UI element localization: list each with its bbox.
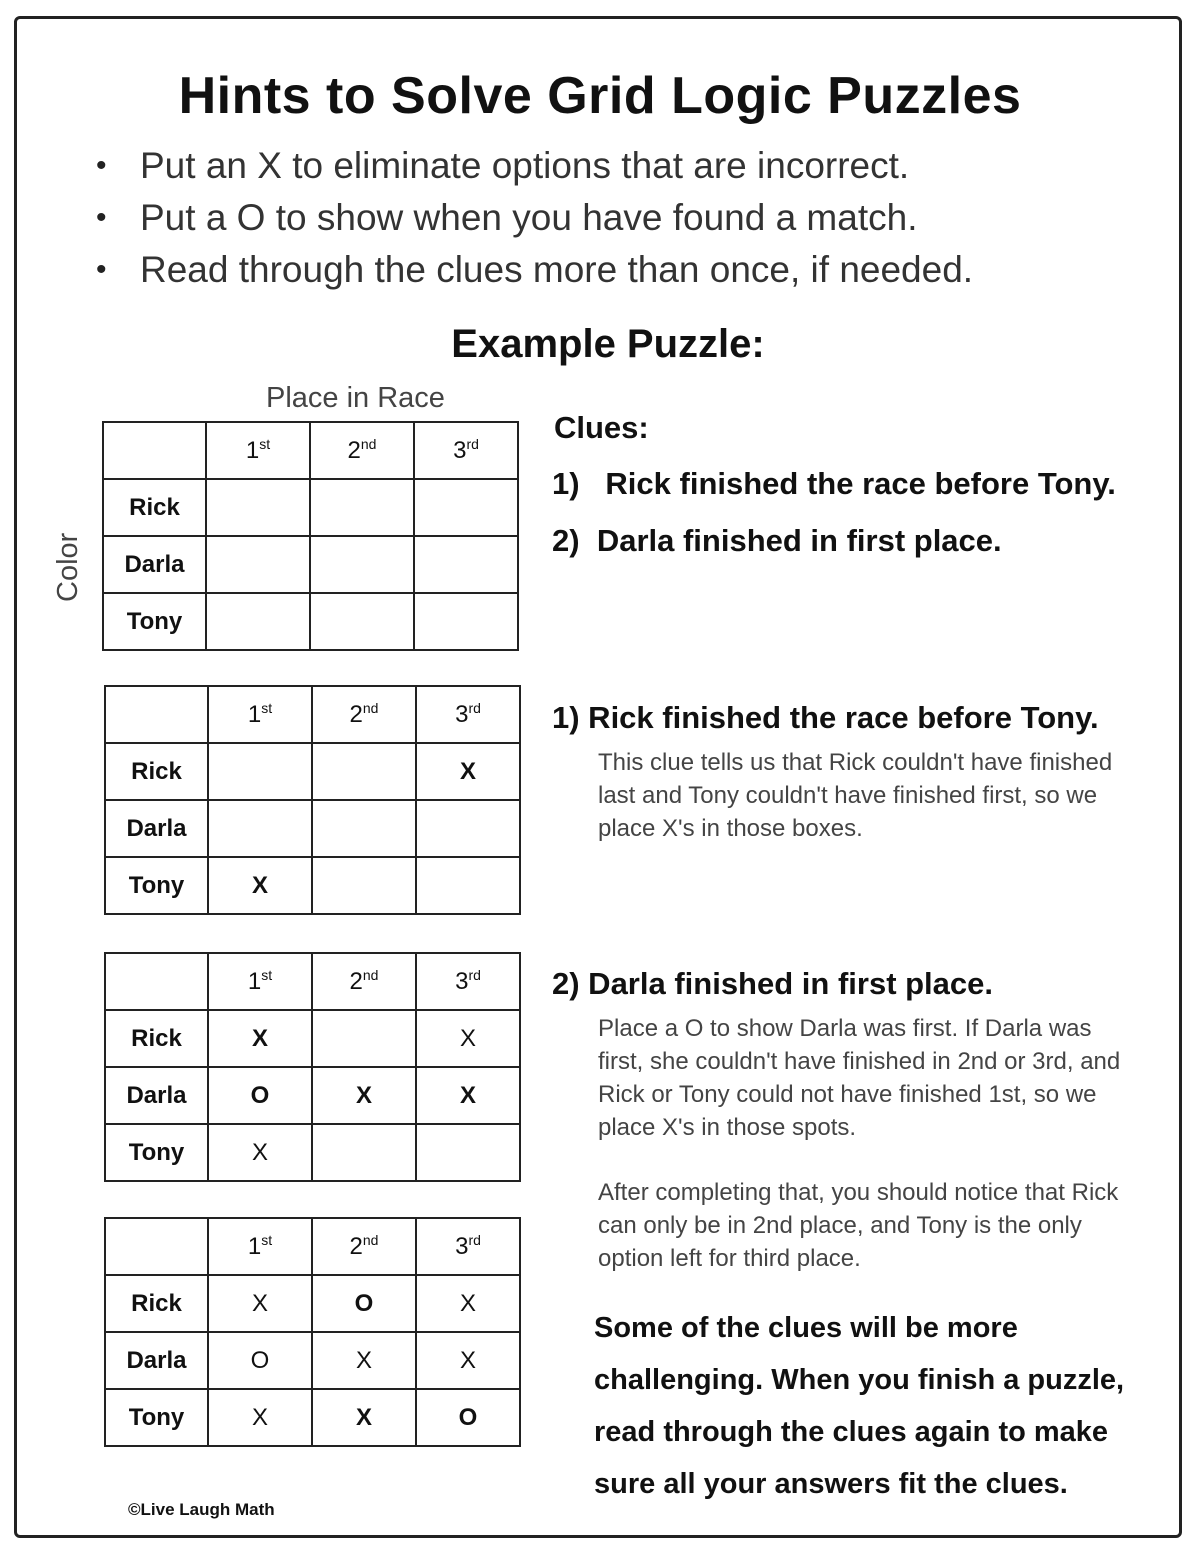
grid-cell[interactable]: O: [208, 1332, 312, 1389]
row-label: Darla: [105, 800, 208, 857]
column-number: 1: [247, 1233, 262, 1260]
grid-row: [105, 857, 520, 914]
row-label: Rick: [103, 479, 206, 536]
column-header: [416, 1218, 520, 1275]
row-label: Rick: [105, 1010, 208, 1067]
grid-cell[interactable]: [310, 479, 414, 536]
column-header: [312, 686, 416, 743]
column-number: 1: [247, 968, 262, 995]
puzzle-grid-blank: [102, 421, 519, 651]
grid-row: [105, 1275, 520, 1332]
clue-text: Darla finished in first place.: [596, 523, 1002, 558]
clue-text: Rick finished the race before Tony.: [605, 466, 1116, 501]
grid-cell[interactable]: [310, 536, 414, 593]
grid-cell[interactable]: [416, 857, 520, 914]
grid-cell[interactable]: [416, 1124, 520, 1181]
grid-cell[interactable]: O: [208, 1067, 312, 1124]
column-suffix: st: [259, 436, 271, 452]
column-number: 3: [455, 1233, 469, 1260]
column-suffix: rd: [468, 1232, 481, 1248]
puzzle-grid-solved: [104, 1217, 521, 1447]
clue-1: [552, 466, 1116, 502]
column-number: 2: [349, 1233, 363, 1260]
grid-cell[interactable]: X: [208, 1275, 312, 1332]
grid-cell[interactable]: [206, 536, 310, 593]
column-header: [310, 422, 414, 479]
column-suffix: rd: [466, 436, 479, 452]
grid-row: [105, 1124, 520, 1181]
clues-label: Clues:: [554, 410, 649, 445]
row-label: Rick: [105, 1275, 208, 1332]
clue-number: 2): [552, 523, 580, 558]
column-suffix: rd: [468, 700, 481, 716]
grid-corner: [103, 422, 206, 479]
column-suffix: st: [261, 967, 273, 983]
column-header: [416, 953, 520, 1010]
grid-row: [105, 1332, 520, 1389]
example-title: Example Puzzle:: [451, 322, 765, 366]
column-header: [208, 686, 312, 743]
final-note: Some of the clues will be more challenging. When you finish a puzzle, read through the clues again to make sure all your answers fit the clues.: [594, 1312, 1125, 1500]
column-header: [208, 953, 312, 1010]
grid-cell[interactable]: [310, 593, 414, 650]
column-number: 2: [349, 968, 363, 995]
step2-explanation-2: After completing that, you should notice that Rick can only be in 2nd place, and Tony is the only option left for third place.: [598, 1179, 1119, 1272]
grid-cell[interactable]: X: [208, 1124, 312, 1181]
grid-cell[interactable]: O: [312, 1275, 416, 1332]
column-suffix: st: [261, 1232, 273, 1248]
column-number: 1: [245, 437, 260, 464]
column-suffix: nd: [362, 700, 379, 716]
axis-label-color: Color: [52, 532, 84, 602]
grid-cell[interactable]: [208, 800, 312, 857]
grid-cell[interactable]: [414, 479, 518, 536]
grid-cell[interactable]: [312, 743, 416, 800]
column-header: [312, 1218, 416, 1275]
grid-row: [103, 593, 518, 650]
column-header: [414, 422, 518, 479]
grid-cell[interactable]: [208, 743, 312, 800]
grid-cell[interactable]: X: [416, 1332, 520, 1389]
column-suffix: st: [261, 700, 273, 716]
grid-cell[interactable]: X: [416, 1067, 520, 1124]
grid-corner: [105, 953, 208, 1010]
grid-cell[interactable]: X: [416, 743, 520, 800]
column-suffix: nd: [362, 967, 379, 983]
hints-list: [96, 140, 973, 296]
grid-cell[interactable]: X: [312, 1067, 416, 1124]
column-suffix: nd: [362, 1232, 379, 1248]
row-label: Tony: [105, 1124, 208, 1181]
grid-cell[interactable]: X: [208, 1010, 312, 1067]
hint-item: • Put a O to show when you have found a match.: [96, 192, 973, 244]
column-number: 1: [247, 701, 262, 728]
grid-row: [105, 800, 520, 857]
grid-cell[interactable]: X: [416, 1275, 520, 1332]
column-number: 2: [347, 437, 361, 464]
row-label: Tony: [105, 857, 208, 914]
column-header: [416, 686, 520, 743]
page-title: Hints to Solve Grid Logic Puzzles: [178, 67, 1022, 125]
column-suffix: nd: [360, 436, 377, 452]
grid-cell[interactable]: [206, 593, 310, 650]
column-suffix: rd: [468, 967, 481, 983]
grid-row: [105, 743, 520, 800]
grid-row: [105, 1389, 520, 1446]
clue-number: 1): [552, 466, 580, 501]
grid-cell[interactable]: X: [208, 857, 312, 914]
step2-heading: 2) Darla finished in first place.: [552, 966, 994, 1001]
puzzle-grid-step2: [104, 952, 521, 1182]
column-number: 3: [455, 701, 469, 728]
grid-cell[interactable]: O: [416, 1389, 520, 1446]
puzzle-grid-step1: [104, 685, 521, 915]
row-label: Darla: [105, 1067, 208, 1124]
hint-item: • Put an X to eliminate options that are incorrect.: [96, 140, 973, 192]
column-number: 3: [453, 437, 467, 464]
column-header: [312, 953, 416, 1010]
grid-cell[interactable]: [416, 800, 520, 857]
grid-cell[interactable]: [206, 479, 310, 536]
copyright: ©Live Laugh Math: [128, 1500, 275, 1519]
row-label: Darla: [105, 1332, 208, 1389]
step1-explanation: This clue tells us that Rick couldn't have finished last and Tony couldn't have finished first, so we place X's in those boxes.: [598, 749, 1113, 842]
grid-row: [103, 479, 518, 536]
row-label: Tony: [103, 593, 206, 650]
step2-explanation: Place a O to show Darla was first. If Darla was first, she couldn't have finished in 2nd or 3rd, and Rick or Tony could not have finished 1st, so we place X's in those spots.: [598, 1015, 1121, 1141]
column-number: 2: [349, 701, 363, 728]
grid-cell[interactable]: X: [208, 1389, 312, 1446]
clue-2: [552, 523, 1002, 559]
grid-row: [103, 536, 518, 593]
column-header: [208, 1218, 312, 1275]
step1-heading: 1) Rick finished the race before Tony.: [552, 700, 1099, 735]
grid-cell[interactable]: [312, 1010, 416, 1067]
grid-row: [105, 1067, 520, 1124]
axis-label-place: Place in Race: [266, 382, 445, 414]
grid-cell[interactable]: [312, 857, 416, 914]
grid-cell[interactable]: [414, 536, 518, 593]
grid-row: [105, 1010, 520, 1067]
hint-item: • Read through the clues more than once, if needed.: [96, 244, 973, 296]
column-number: 3: [455, 968, 469, 995]
grid-cell[interactable]: [312, 1124, 416, 1181]
grid-corner: [105, 1218, 208, 1275]
grid-cell[interactable]: [414, 593, 518, 650]
row-label: Darla: [103, 536, 206, 593]
grid-cell[interactable]: [312, 800, 416, 857]
column-header: [206, 422, 310, 479]
grid-cell[interactable]: X: [312, 1332, 416, 1389]
row-label: Rick: [105, 743, 208, 800]
grid-cell[interactable]: X: [312, 1389, 416, 1446]
row-label: Tony: [105, 1389, 208, 1446]
grid-corner: [105, 686, 208, 743]
grid-cell[interactable]: X: [416, 1010, 520, 1067]
